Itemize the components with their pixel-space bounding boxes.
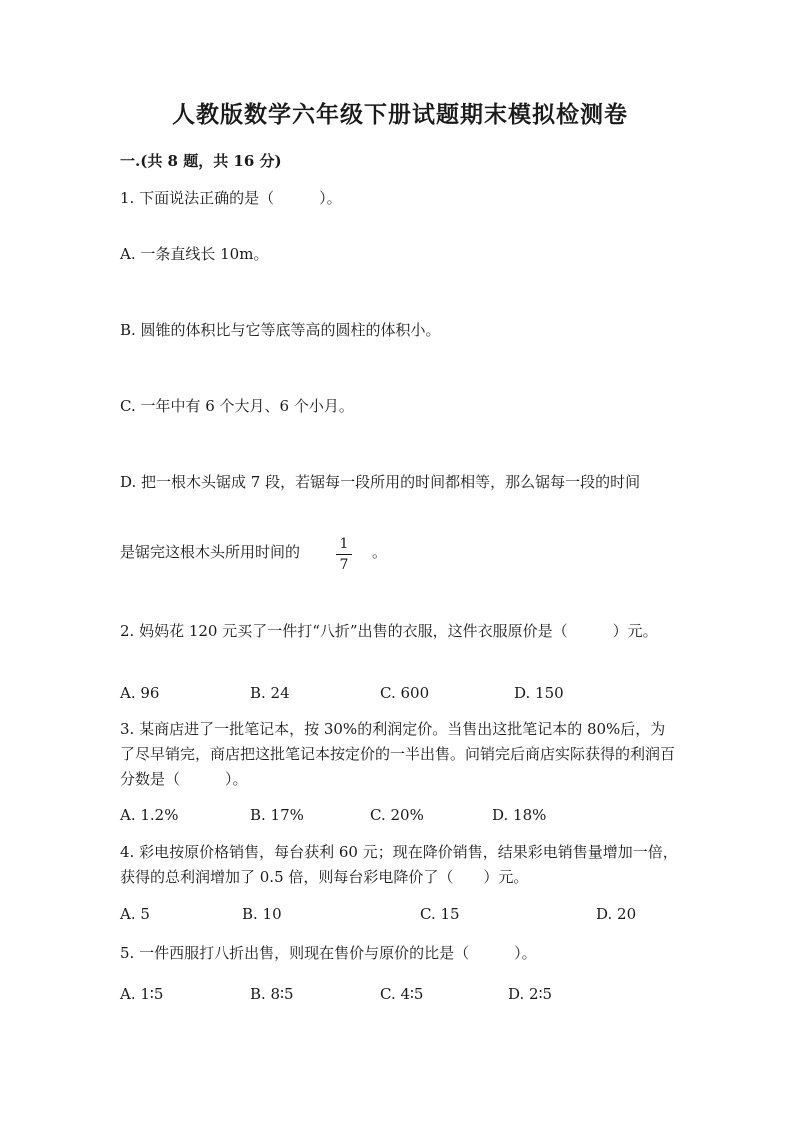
fraction-one-seventh bbox=[336, 536, 352, 573]
question-2-option-a: A. 96 bbox=[120, 684, 160, 702]
question-4-option-c: C. 15 bbox=[420, 905, 460, 923]
question-3-option-c: C. 20% bbox=[370, 806, 424, 824]
fraction-denominator: 7 bbox=[339, 557, 349, 573]
question-1-stem: 1. 下面说法正确的是（ ）。 bbox=[120, 189, 342, 207]
question-3-option-d: D. 18% bbox=[492, 806, 547, 824]
question-1-option-a: A. 一条直线长 10m。 bbox=[120, 245, 269, 263]
question-4-option-a: A. 5 bbox=[120, 905, 150, 923]
question-5-option-d: D. 2∶5 bbox=[508, 985, 553, 1003]
question-1-option-c: C. 一年中有 6 个大月、6 个小月。 bbox=[120, 397, 354, 415]
question-1-option-d: D. 把一根木头锯成 7 段，若锯每一段所用的时间都相等，那么锯每一段的时间 bbox=[120, 473, 641, 491]
question-5-option-b: B. 8∶5 bbox=[250, 985, 294, 1003]
question-1-option-b: B. 圆锥的体积比与它等底等高的圆柱的体积小。 bbox=[120, 321, 441, 339]
fraction-bar bbox=[336, 554, 352, 555]
question-1-option-d-end: 。 bbox=[372, 543, 388, 561]
question-4-option-d: D. 20 bbox=[596, 905, 637, 923]
question-5-option-a: A. 1∶5 bbox=[120, 985, 164, 1003]
question-3-option-a: A. 1.2% bbox=[120, 806, 179, 824]
fraction-numerator: 1 bbox=[339, 536, 349, 552]
section-heading: 一.(共 8 题，共 16 分) bbox=[120, 152, 282, 170]
question-4-option-b: B. 10 bbox=[242, 905, 282, 923]
question-2-option-b: B. 24 bbox=[250, 684, 290, 702]
page-title: 人教版数学六年级下册试题期末模拟检测卷 bbox=[172, 101, 628, 128]
question-2-stem: 2. 妈妈花 120 元买了一件打“八折”出售的衣服，这件衣服原价是（ ）元。 bbox=[120, 622, 658, 640]
question-3-stem: 3. 某商店进了一批笔记本，按 30%的利润定价。当售出这批笔记本的 80%后，为了尽早销完，商店把这批笔记本按定价的一半出售。问销完后商店实际获得的利润百分数是（ ）。 bbox=[120, 720, 676, 788]
question-5-option-c: C. 4∶5 bbox=[380, 985, 424, 1003]
question-2-option-c: C. 600 bbox=[380, 684, 430, 702]
question-5-stem: 5. 一件西服打八折出售，则现在售价与原价的比是（ ）。 bbox=[120, 944, 537, 962]
question-3-option-b: B. 17% bbox=[250, 806, 304, 824]
question-4-stem: 4. 彩电按原价格销售，每台获利 60 元；现在降价销售，结果彩电销售量增加一倍，获得的总利润增加了 0.5 倍，则每台彩电降价了（ ）元。 bbox=[120, 843, 678, 886]
question-1-option-d-continued: 是锯完这根木头所用时间的 bbox=[120, 543, 301, 561]
question-2-option-d: D. 150 bbox=[514, 684, 564, 702]
